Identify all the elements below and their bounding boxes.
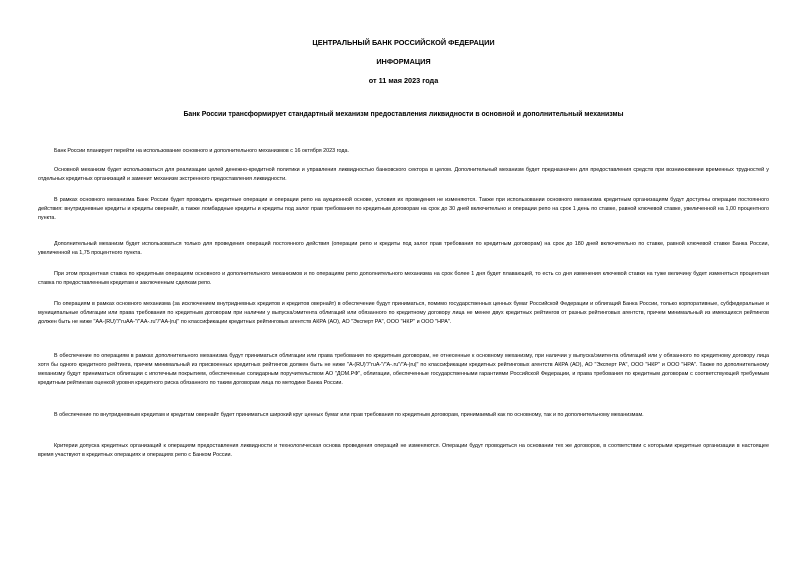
paragraph-additional-mechanism-collateral: В обеспечение по операциям в рамках дополнительного механизма будут приниматься облигации или права требования по кредитным договорам, не отнесенные к основному механизму, при наличии у выпуска/эмитента облигаций или у обязанного по кредитному договору лица хотя бы одного кредитного рейтинга, причем минимальный из присвоенных кредитных рейтингов должен быть не ниже "A-(RU)"/"ruA-"/"A-.ru"/"A-|ru|" по классификации кредитных рейтинговых агентств АКРА (АО), АО "Эксперт РА", ООО "НКР" и ООО "НРА". Также по дополнительному механизму будут приниматься облигации с ипотечным покрытием, обеспеченные солидарным поручительством АО "ДОМ.РФ", облигации, обеспеченные государственными гарантиями Российской Федерации, и права требования по кредитным договорам с соответствующей требуемым кредитным рейтингам оценкой уровня кредитного риска обязанного по таким договорам лица по методике Банка России.: [38, 353, 769, 386]
issuer-heading: ЦЕНТРАЛЬНЫЙ БАНК РОССИЙСКОЙ ФЕДЕРАЦИИ: [312, 38, 495, 47]
paragraph-intraday-overnight-collateral: В обеспечение по внутридневным кредитам и кредитам овернайт будет приниматься широкий круг ценных бумаг или прав требования по кредитным договорам, принимаемый как по основному, так и по дополнительному механизмам.: [54, 412, 644, 418]
paragraph-additional-mechanism-operations: Дополнительный механизм будет использоваться только для проведения операций постоянного действия (операции репо и кредиты под залог прав требования по кредитным договорам) на срок до 180 дней включительно по ставке, равной ключевой ставке Банка России, увеличенной на 1,75 процентного пункта.: [38, 241, 769, 256]
document-date: от 11 мая 2023 года: [368, 76, 439, 85]
paragraph-mechanism-purposes: Основной механизм будет использоваться для реализации целей денежно-кредитной политики и управления ликвидностью банковского сектора в целом. Дополнительный механизм будет предназначен для предоставления средств при возникновении временных трудностей у отдельных кредитных организаций и заменит механизм экстренного предоставления ликвидности.: [38, 167, 769, 182]
paragraph-admission-criteria: Критерии допуска кредитных организаций к операциям предоставления ликвидности и технологическая основа проведения операций не изменяются. Операции будут проводиться на основании тех же договоров, в соответствии с которыми кредитные организации в настоящее время участвуют в кредитных операциях и операциях репо с Банком России.: [38, 443, 769, 458]
paragraph-transition-date: Банк России планирует перейти на использование основного и дополнительного механизмов с 16 октября 2023 года.: [54, 148, 350, 154]
paragraph-main-mechanism-collateral: По операциям в рамках основного механизма (за исключением внутридневных кредитов и кредитов овернайт) в обеспечение будут приниматься, помимо государственных ценных бумаг Российской Федерации и облигаций Банка России, только корпоративные, субфедеральные и муниципальные облигации или права требования по кредитным договорам при наличии у выпуска/эмитента облигаций или обязанного по кредитному договору лица не менее двух кредитных рейтингов от разных рейтинговых агентств, причем минимальный из имеющихся рейтингов должен быть не ниже "AA-(RU)"/"ruAA-"/"AA-.ru"/"AA-|ru|" по классификации кредитных рейтинговых агентств АКРА (АО), АО "Эксперт РА", ООО "НКР" и ООО "НРА".: [38, 301, 769, 325]
paragraph-floating-rate: При этом процентная ставка по кредитным операциям основного и дополнительного механизмов и по операциям репо дополнительного механизма на срок более 1 дня будет плавающей, то есть со дня изменения ключевой ставки на туже величину будет изменяться процентная ставка по предоставленным кредитам и заключенным сделкам репо.: [38, 271, 769, 286]
document-title: Банк России трансформирует стандартный механизм предоставления ликвидности в основной и дополнительный механизмы: [183, 111, 624, 118]
paragraph-main-mechanism-operations: В рамках основного механизма Банк России будет проводить кредитные операции и операции репо на аукционной основе, условия их проведения не изменяются. Также при использовании основного механизма кредитным организациям будут доступны операции постоянного действия: внутридневные кредиты и кредиты овернайт, а также ломбардные кредиты и кредиты под залог прав требования по кредитным договорам на срок до 30 дней включительно и операции репо на срок 1 день по ставке, равной ключевой ставке, увеличенной на 1,00 процентного пункта.: [38, 197, 769, 221]
document-type-heading: ИНФОРМАЦИЯ: [376, 57, 431, 66]
